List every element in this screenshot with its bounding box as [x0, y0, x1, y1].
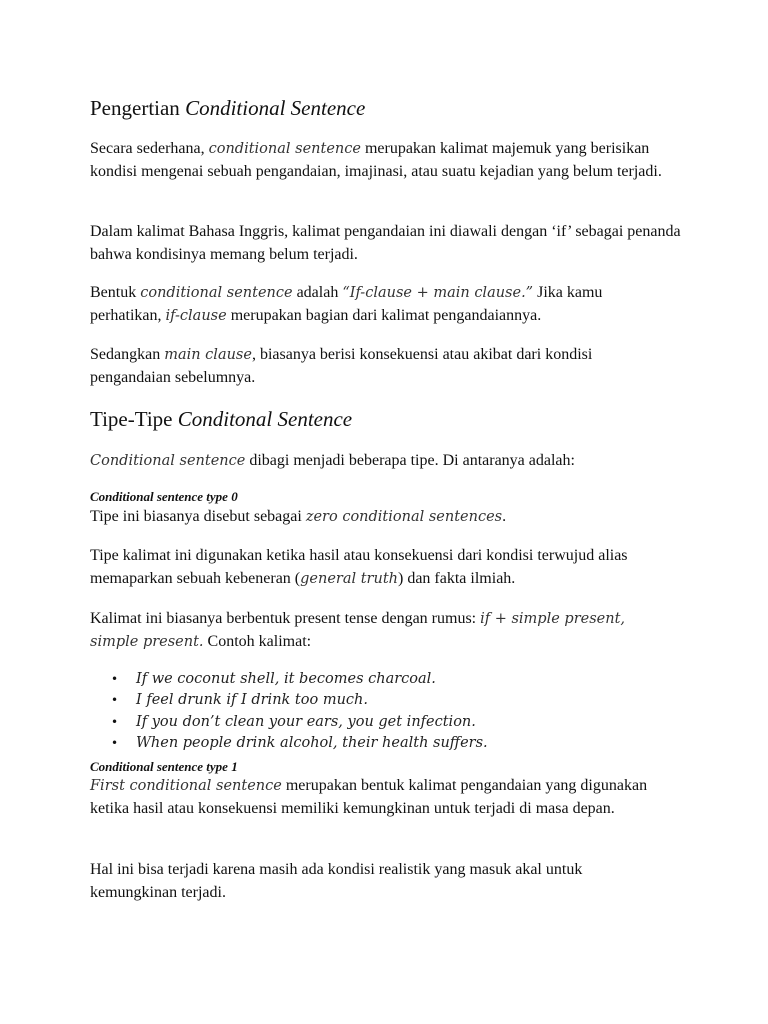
subheading-type-1: Conditional sentence type 1: [90, 759, 238, 774]
italic-formula: “If-clause + main clause.”: [342, 285, 534, 301]
italic-formula: if + simple present, simple present.: [90, 611, 626, 650]
heading-pengertian: [90, 95, 690, 121]
example-list: [90, 669, 690, 754]
list-item: • I feel drunk if I drink too much.: [90, 690, 690, 711]
italic-term: zero conditional sentences: [305, 509, 503, 525]
heading-italic: Conditonal Sentence: [177, 407, 353, 431]
italic-term: conditional sentence: [208, 141, 361, 157]
bullet-icon: •: [111, 735, 119, 750]
italic-term: Conditional sentence: [90, 453, 246, 469]
bullet-icon: •: [111, 672, 119, 686]
list-item: • If we coconut shell, it becomes charcoal.: [90, 669, 690, 690]
paragraph-type0-formula: Kalimat ini biasanya berbentuk present tense dengan rumus: if + simple present, simple present. Contoh kalimat:: [90, 610, 626, 650]
list-item: • If you don’t clean your ears, you get infection.: [90, 712, 690, 733]
paragraph-types-intro: Conditional sentence dibagi menjadi beberapa tipe. Di antaranya adalah:: [90, 452, 575, 469]
italic-term: First conditional sentence: [90, 778, 282, 794]
paragraph-definition: Secara sederhana, conditional sentence merupakan kalimat majemuk yang berisikan kondisi mengenai sebuah pengandaian, imajinasi, atau suatu kejadian yang belum terjadi.: [90, 140, 662, 180]
italic-term: conditional sentence: [140, 285, 293, 301]
bullet-icon: •: [111, 714, 119, 729]
paragraph-type0-usage: Tipe kalimat ini digunakan ketika hasil atau konsekuensi dari kondisi terwujud alias memaparkan sebuah kebeneran (general truth) dan fakta ilmiah.: [90, 547, 628, 587]
italic-term: if-clause: [165, 307, 227, 324]
paragraph-type0-name: Tipe ini biasanya disebut sebagai zero conditional sentences.: [90, 508, 507, 525]
bullet-icon: •: [111, 693, 119, 708]
paragraph-if-intro: Dalam kalimat Bahasa Inggris, kalimat pengandaian ini diawali dengan ‘if’ sebagai penanda bahwa kondisinya memang belum terjadi.: [90, 223, 681, 263]
heading-italic: Conditional Sentence: [185, 96, 366, 120]
heading-lead: Pengertian: [90, 96, 186, 120]
subheading-type-0: Conditional sentence type 0: [90, 489, 238, 504]
paragraph-form: Bentuk conditional sentence adalah “If-clause + main clause.” Jika kamu perhatikan, if-clause merupakan bagian dari kalimat pengandaiannya.: [90, 284, 603, 324]
paragraph-type1-reason: Hal ini bisa terjadi karena masih ada kondisi realistik yang masuk akal untuk kemungkinan terjadi.: [90, 861, 583, 901]
paragraph-main-clause: Sedangkan main clause, biasanya berisi konsekuensi atau akibat dari kondisi pengandaian sebelumnya.: [90, 346, 593, 386]
heading-tipe-tipe: [90, 406, 690, 432]
italic-term: main clause: [164, 347, 252, 363]
list-item: • When people drink alcohol, their health suffers.: [90, 733, 690, 754]
italic-term: general truth: [300, 570, 398, 587]
paragraph-type1-definition: First conditional sentence merupakan bentuk kalimat pengandaian yang digunakan ketika hasil atau konsekuensi memiliki kemungkinan untuk terjadi di masa depan.: [90, 777, 648, 817]
heading-lead: Tipe-Tipe: [90, 407, 178, 431]
